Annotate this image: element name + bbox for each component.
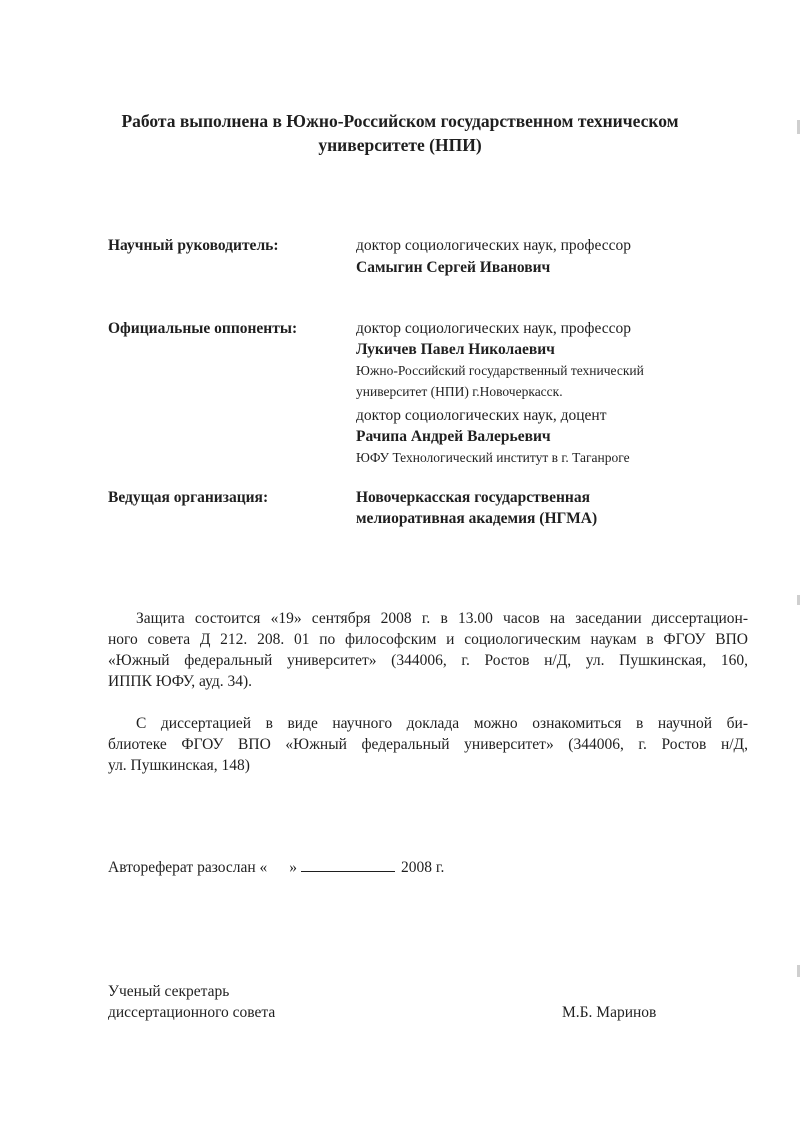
opponent-2-degree: доктор социологических наук, доцент xyxy=(356,407,607,424)
defense-paragraph xyxy=(108,608,748,692)
supervisor-degree: доктор социологических наук, профессор xyxy=(356,237,631,254)
opponent-1-affiliation-line-2: университет (НПИ) г.Новочеркасск. xyxy=(356,384,563,399)
library-line-3: ул. Пушкинская, 148) xyxy=(108,757,250,774)
secretary-title xyxy=(108,981,275,1023)
defense-line-2: ного совета Д 212. 208. 01 по философским и социологическим наукам в ФГОУ ВПО xyxy=(108,631,748,648)
secretary-line-2: диссертационного совета xyxy=(108,1004,276,1021)
sent-close-quote: » xyxy=(289,859,298,876)
opponent-2-affiliation-line-1: ЮФУ Технологический институт в г. Таганроге xyxy=(356,450,630,465)
page-heading xyxy=(60,109,740,157)
leading-org-line-2: мелиоративная академия (НГМА) xyxy=(356,510,598,527)
opponents-label: Официальные оппоненты: xyxy=(108,320,298,337)
library-paragraph xyxy=(108,713,748,776)
heading-line-1: Работа выполнена в Южно-Российском государственном техническом xyxy=(121,111,679,131)
library-line-1: С диссертацией в виде научного доклада можно ознакомиться в научной би- xyxy=(136,715,748,732)
defense-line-3: «Южный федеральный университет» (344006, г. Ростов н/Д, ул. Пушкинская, 160, xyxy=(108,652,748,669)
secretary-name: М.Б. Маринов xyxy=(562,1004,657,1021)
defense-line-4: ИППК ЮФУ, ауд. 34). xyxy=(108,673,253,690)
sent-line xyxy=(108,857,444,878)
supervisor-name: Самыгин Сергей Иванович xyxy=(356,259,551,276)
heading-line-2: университете (НПИ) xyxy=(318,135,482,155)
opponent-2-name: Рачипа Андрей Валерьевич xyxy=(356,428,551,445)
secretary-line-1: Ученый секретарь xyxy=(108,983,230,1000)
sent-prefix: Автореферат разослан « xyxy=(108,859,268,876)
opponent-1-affiliation-line-1: Южно-Российский государственный технический xyxy=(356,363,644,378)
month-blank-line xyxy=(301,857,395,872)
opponent-1-name: Лукичев Павел Николаевич xyxy=(356,341,555,358)
leading-org-label: Ведущая организация: xyxy=(108,489,269,506)
leading-org-line-1: Новочеркасская государственная xyxy=(356,489,590,506)
sent-year: 2008 г. xyxy=(401,859,445,876)
library-line-2: блиотеке ФГОУ ВПО «Южный федеральный университет» (344006, г. Ростов н/Д, xyxy=(108,736,748,753)
supervisor-label: Научный руководитель: xyxy=(108,237,279,254)
defense-line-1: Защита состоится «19» сентября 2008 г. в 13.00 часов на заседании диссертацион- xyxy=(136,610,748,627)
opponent-1-degree: доктор социологических наук, профессор xyxy=(356,320,631,337)
